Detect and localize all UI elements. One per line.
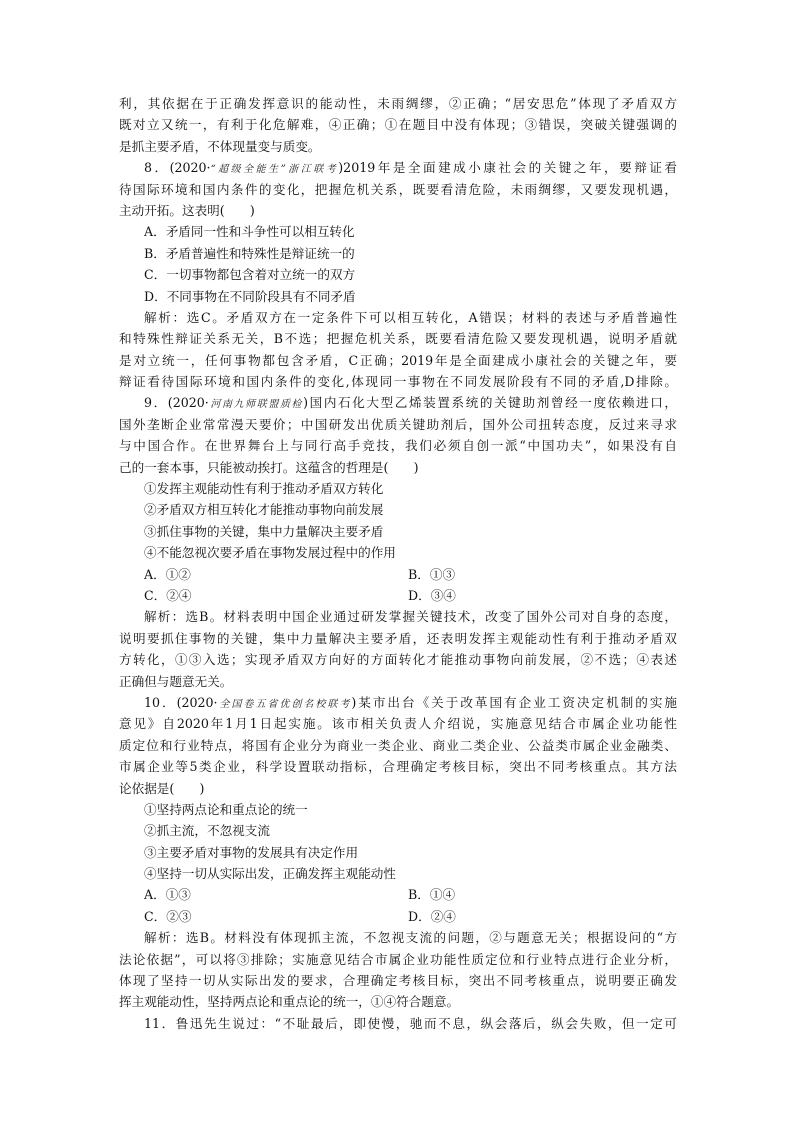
question-source: 河南九师联盟质检 (208, 399, 304, 411)
options-row (119, 564, 677, 585)
question-8 (119, 157, 677, 392)
solution-line: 法论依据”，可以将③排除；实施意见结合市属企业功能性质定位和行业特点进行企业分析， (119, 951, 677, 967)
question-stem-line: 己的一套本事，只能被动挨打。这蕴含的哲理是( ) (119, 459, 419, 475)
question-stem-first-line (119, 692, 677, 713)
option-c: C．②③ (144, 908, 192, 924)
options-row (119, 585, 677, 606)
question-10 (119, 692, 677, 1013)
question-stem-text: )国内石化大型乙烯装置系统的关键助剂曾经一度依赖进口， (303, 395, 677, 411)
option-b: B．①④ (408, 887, 456, 903)
question-source: 全国卷五省优创名校联考 (217, 698, 352, 710)
question-stem-line: 市属企业等5类企业，科学设置联动指标，合理确定考核目标，突出不同考核重点。其方法 (119, 759, 677, 775)
question-stem-line: 与中国合作。在世界舞台上与同行高手竞技，我们必须自创一派“中国功夫”，如果没有自 (119, 438, 677, 454)
solution-line: 正确但与题意无关。 (119, 673, 233, 689)
option-d: D．②④ (408, 908, 456, 924)
solution-line: 方转化，①③入选；实现矛盾双方向好的方面转化才能推动事物向前发展，②不选；④表述 (119, 652, 677, 668)
options-row (119, 884, 677, 905)
question-stem-text: )某市出台《关于改革国有企业工资决定机制的实施 (351, 694, 677, 710)
question-stem-first-line: 11．鲁迅先生说过：“不耻最后，即使慢，驰而不息，纵会落后，纵会失败，但一定可 (144, 1015, 677, 1031)
question-stem-line: 质定位和行业特点，将国有企业分为商业一类企业、商业二类企业、公益类市属企业金融类、 (119, 737, 677, 753)
solution-line: 辩证看待国际环境和国内条件的变化,体现同一事物在不同发展阶段有不同的矛盾,D排除。 (119, 374, 677, 390)
question-stem-first-line (119, 157, 677, 178)
solution-line: 体现了坚持一切从实际出发的要求，合理确定考核目标，突出不同考核重点，说明要正确发 (119, 973, 677, 989)
solution-line: 是对立统一，任何事物都包含矛盾，C正确；2019年是全面建成小康社会的关键之年，要 (119, 352, 677, 368)
question-stem-text: )2019年是全面建成小康社会的关键之年，要辩证看 (338, 160, 677, 176)
statement-item: ②矛盾双方相互转化才能推动事物向前发展 (144, 502, 384, 518)
option-a: A．①② (144, 566, 191, 582)
previous-answer-continuation (119, 93, 677, 157)
solution-line: 说明要抓住事物的关键，集中力量解决主要矛盾，还表明发挥主观能动性有利于推动矛盾双 (119, 630, 677, 646)
statement-item: ①发挥主观能动性有利于推动矛盾双方转化 (144, 481, 384, 497)
solution-line: 和特殊性辩证关系无关，B不选；把握危机关系，既要看清危险又要发现机遇，说明矛盾就 (119, 331, 677, 347)
solution-line: 解析：选B。材料表明中国企业通过研发掌握关键技术，改变了国外公司对自身的态度， (144, 609, 677, 625)
question-number: 10．(2020· (144, 694, 218, 710)
solution-line: 挥主观能动性，坚持两点论和重点论的统一，①④符合题意。 (119, 994, 460, 1010)
option-c: C．一切事物都包含着对立统一的双方 (144, 267, 356, 283)
question-source: “超级全能生”浙江联考 (210, 164, 339, 176)
solution-line: 解析：选B。材料没有体现抓主流，不忽视支流的问题，②与题意无关；根据设问的“方 (144, 930, 677, 946)
statement-item: ①坚持两点论和重点论的统一 (144, 801, 308, 817)
option-a: A．①③ (144, 887, 191, 903)
option-d: D．③④ (408, 587, 456, 603)
text-line: 是抓主要矛盾，不体现量变与质变。 (119, 138, 321, 154)
statement-item: ②抓主流，不忽视支流 (144, 823, 270, 839)
question-11 (119, 1013, 677, 1034)
option-b: B．矛盾普遍性和特殊性是辩证统一的 (144, 245, 355, 261)
statement-item: ③主要矛盾对事物的发展具有决定作用 (144, 844, 359, 860)
question-stem-line: 国外垄断企业常常漫天要价；中国研发出优质关键助剂后，国外公司扭转态度，反过来寻求 (119, 416, 677, 432)
statement-item: ③抓住事物的关键，集中力量解决主要矛盾 (144, 523, 384, 539)
question-stem-line: 待国际环境和国内条件的变化，把握危机关系，既要看清危险，未雨绸缪，又要发现机遇， (119, 181, 677, 197)
statement-item: ④坚持一切从实际出发，正确发挥主观能动性 (144, 866, 396, 882)
solution-line: 解析：选C。矛盾双方在一定条件下可以相互转化，A错误；材料的表述与矛盾普遍性 (144, 309, 677, 325)
text-line: 利，其依据在于正确发挥意识的能动性，未雨绸缪，②正确；“居安思危”体现了矛盾双方 (119, 96, 677, 111)
question-stem-line: 主动开拓。这表明( ) (119, 202, 255, 218)
question-9 (119, 392, 677, 691)
text-line: 既对立又统一，有利于化危解难，④正确；①在题目中没有体现；③错误，突破关键强调的 (119, 117, 677, 133)
option-d: D．不同事物在不同阶段具有不同矛盾 (144, 288, 356, 304)
question-number: 9．(2020· (144, 395, 209, 411)
question-stem-line: 意见》自2020年1月1日起实施。该市相关负责人介绍说，实施意见结合市属企业功能性 (119, 716, 677, 732)
option-b: B．①③ (408, 566, 456, 582)
document-page (119, 93, 677, 1034)
option-a: A．矛盾同一性和斗争性可以相互转化 (144, 224, 355, 240)
option-c: C．②④ (144, 587, 192, 603)
question-stem-first-line (119, 392, 677, 413)
statement-item: ④不能忽视次要矛盾在事物发展过程中的作用 (144, 545, 396, 561)
question-number: 8．(2020· (144, 160, 211, 176)
question-stem-line: 论依据是( ) (119, 780, 205, 796)
options-row (119, 906, 677, 927)
